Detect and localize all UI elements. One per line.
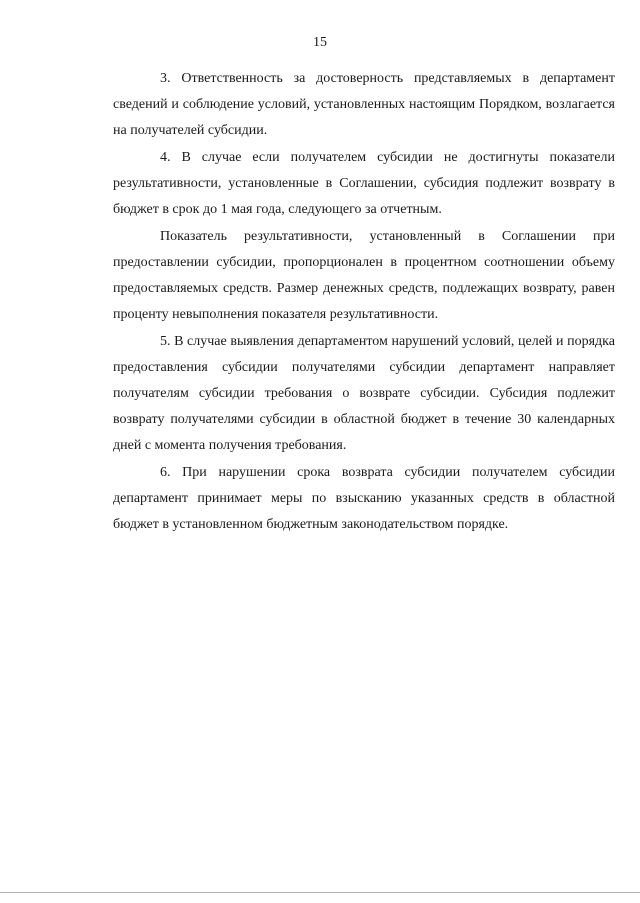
paragraph-5: 5. В случае выявления департаментом нарушений условий, целей и порядка предоставления субсидии получателями субсидии департамент направляет получателям субсидии требования о возврате субсидии. Субсидия подлежит возврату получателями субсидии в областной бюджет в течение 30 календарных дней с момента получения требования.: [113, 334, 615, 453]
document-body: [113, 66, 615, 538]
paragraph-6: 6. При нарушении срока возврата субсидии получателем субсидии департамент принимает меры по взысканию указанных средств в областной бюджет в установленном бюджетным законодательством порядке.: [113, 465, 615, 532]
paragraph-4: 4. В случае если получателем субсидии не достигнуты показатели результативности, установленные в Соглашении, субсидия подлежит возврату в бюджет в срок до 1 мая года, следующего за отчетным.: [113, 150, 615, 217]
bottom-edge-line: [0, 892, 640, 893]
paragraph-4-indicator: Показатель результативности, установленный в Соглашении при предоставлении субсидии, пропорционален в процентном соотношении объему предоставляемых средств. Размер денежных средств, подлежащих возврату, равен проценту невыполнения показателя результативности.: [113, 229, 615, 322]
paragraph-3: 3. Ответственность за достоверность представляемых в департамент сведений и соблюдение условий, установленных настоящим Порядком, возлагается на получателей субсидии.: [113, 71, 615, 138]
page-number: 15: [313, 35, 327, 50]
